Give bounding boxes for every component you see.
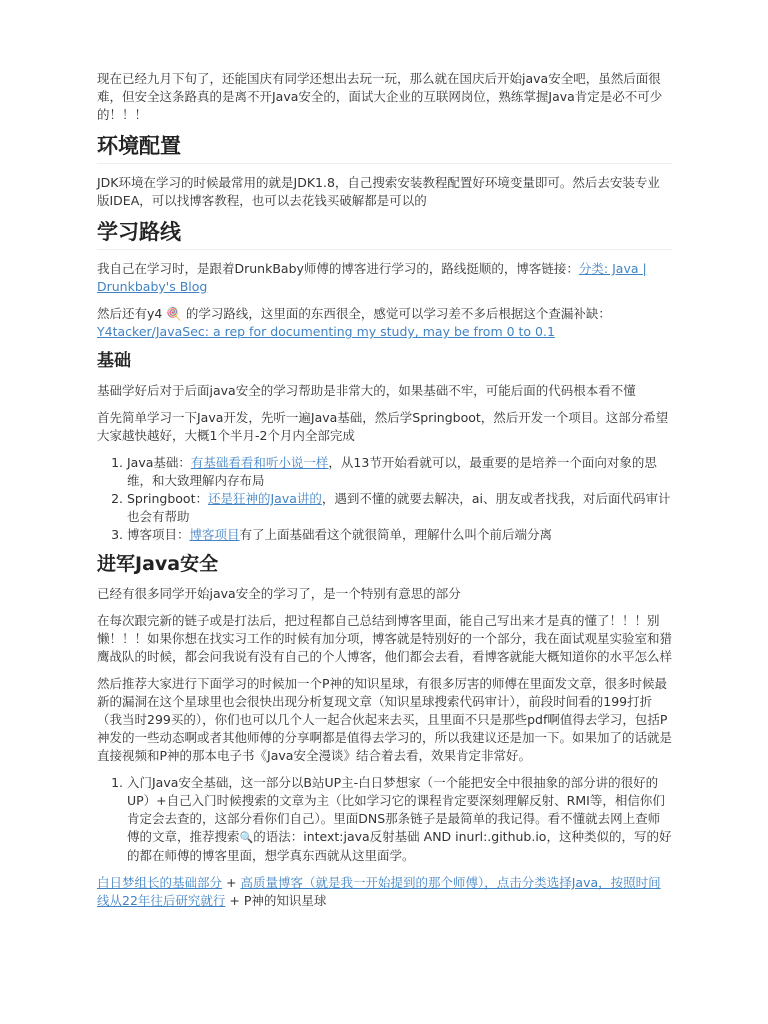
javasec-repo-link[interactable]: Y4tacker/JavaSec: a rep for documenting my study, may be from 0 to 0.1 [97,324,555,339]
heading-basics: 基础 [97,351,131,371]
heading-route: 学习路线 [97,219,672,250]
env-paragraph: JDK环境在学习的时候最常用的就是JDK1.8，自己搜索安装教程配置好环境变量即可。然后去安装专业版IDEA，可以找博客教程，也可以去花钱买破解都是可以的 [97,175,660,208]
route-p2-text: 然后还有y4 🍭 的学习路线，这里面的东西很全，感觉可以学习差不多后根据这个查漏补缺： [97,306,611,321]
plus-text: + [226,875,237,890]
java-basics-link[interactable]: 有基础看看和听小说一样 [190,455,329,470]
list-item-suffix: ，遇到不懂的就要去解决，ai、朋友或者找我，对后面代码审计也会有帮助 [127,491,671,524]
list-item [127,774,672,865]
list-item [127,490,672,526]
intro-paragraph: 现在已经九月下旬了，还能国庆有同学还想出去玩一玩，那么就在国庆后开始java安全吧，虽然后面很难，但安全这条路真的是离不开Java安全的，面试大企业的互联网岗位，熟练掌握Java肯定是必不可少的！！！ [97,71,663,122]
springboot-link[interactable]: 还是狂神的Java讲的 [207,491,322,506]
route-paragraph-1 [97,260,672,296]
basics-paragraph-2: 首先简单学习一下Java开发，先听一遍Java基础，然后学Springboot，然后开发一个项目。这部分希望大家越快越好，大概1个半月-2个月内全部完成 [97,410,669,443]
list-item [127,526,672,544]
knowledge-planet-text: + P神的知识星球 [229,893,327,908]
drunkbaby-blog-link[interactable]: 分类: Java | Drunkbaby's Blog [97,261,647,294]
heading-env: 环境配置 [97,133,672,164]
quality-blog-link[interactable]: 高质量博客（就是我一开始提到的那个师傅），点击分类选择Java，按照时间线从22年往后研究就行 [97,875,661,908]
heading-advance: 进军Java安全 [97,553,219,575]
advance-paragraph-3: 然后推荐大家进行下面学习的时候加一个P神的知识星球，有很多厉害的师傅在里面发文章，很多时候最新的漏洞在这个星球里也会很快出现分析复现文章（知识星球搜索代码审计），前段时间看的199打折（我当时299买的），你们也可以几个人一起合伙起来去买，且里面不只是那些pdf啊值得去学习，包括P神发的一些动态啊或者其他师傅的分享啊都是值得去学习的，所以我建议还是加一下。如果加了的话就是直接视频和P神的那本电子书《Java安全漫谈》结合着去看，效果肯定非常好。 [97,676,673,763]
list-item [127,454,672,490]
basics-paragraph-1: 基础学好后对于后面java安全的学习帮助是非常大的，如果基础不牢，可能后面的代码根本看不懂 [97,383,636,398]
list-item-prefix: Springboot： [127,491,208,506]
blog-project-link[interactable]: 博客项目 [189,527,240,542]
baseline-basics-link[interactable]: 白日梦组长的基础部分 [97,875,223,890]
resources-paragraph [97,874,672,910]
list-item-suffix: 有了上面基础看这个就很简单，理解什么叫个前后端分离 [239,527,553,542]
list-item-text-b: 的语法：intext:java反射基础 AND inurl:.github.io，这种类似的，写的好的都在师傅的博客里面，想学真东西就从这里面学。 [127,829,672,863]
advance-paragraph-1: 已经有很多同学开始java安全的学习了，是一个特别有意思的部分 [97,586,461,601]
advance-paragraph-2: 在每次跟完新的链子或是打法后，把过程都自己总结到博客里面，能自己写出来才是真的懂了！！！别懒！！！如果你想在找实习工作的时候有加分项，博客就是特别好的一个部分，我在面试观星实验室和猎鹰战队的时候，都会问我说有没有自己的个人博客，他们都会去看，看博客就能大概知道你的水平怎么样 [97,613,673,664]
basics-list [97,454,672,544]
list-item-text-a: 入门Java安全基础，这一部分以B站UP主-白日梦想家（一个能把安全中很抽象的部分讲的很好的UP）+自己入门时候搜索的文章为主（比如学习它的课程肯定要深刻理解反射、RMI等，相信你们肯定会去查的，这部分看你们自己）。里面DNS那条链子是最简单的我记得。看不懂就去网上查师傅的文章，推荐搜索 [127,775,665,844]
route-p1-text: 我自己在学习时，是跟着DrunkBaby师傅的博客进行学习的，路线挺顺的，博客链接： [97,261,579,276]
list-item-suffix: ，从13节开始看就可以，最重要的是培养一个面向对象的思维，和大致理解内存布局 [127,455,657,488]
list-item-prefix: 博客项目： [127,527,190,542]
search-icon: 🔍 [239,831,254,844]
advance-list [97,774,672,865]
route-paragraph-2 [97,305,672,341]
list-item-prefix: Java基础： [127,455,191,470]
